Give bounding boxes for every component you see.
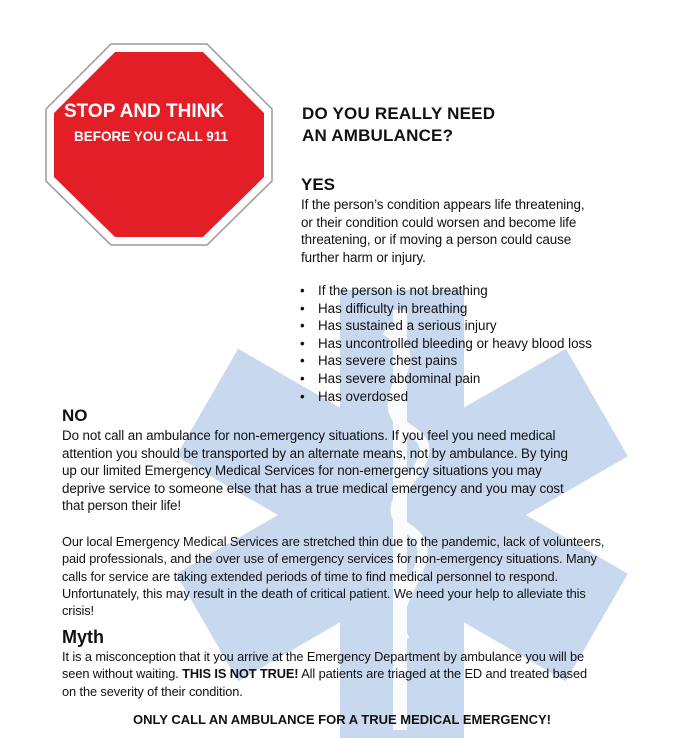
text-line: deprive service to someone else that has a true medical emergency and you may cost	[62, 480, 564, 496]
footer-callout: ONLY CALL AN AMBULANCE FOR A TRUE MEDICAL EMERGENCY!	[133, 712, 551, 727]
yes-heading: YES	[301, 175, 336, 194]
text-line: threatening, or if moving a person could cause	[301, 232, 572, 248]
yes-paragraph	[301, 196, 585, 266]
text-line: calls for service are taking extended periods of time to find medical personnel to respond.	[62, 568, 558, 584]
text-line: If the person’s condition appears life threatening,	[301, 197, 585, 212]
page-title	[302, 103, 495, 147]
text-line: Unfortunately, this may result in the death of critical patient. We need your help to alleviate this	[62, 585, 586, 601]
no-heading: NO	[62, 406, 88, 425]
text-line: up our limited Emergency Medical Services for non-emergency situations you may	[62, 463, 542, 479]
list-item: • Has uncontrolled bleeding or heavy blood loss	[300, 335, 592, 353]
list-item: • If the person is not breathing	[300, 282, 592, 300]
stop-sign-subtitle: BEFORE YOU CALL 911	[74, 129, 229, 144]
myth-paragraph	[62, 648, 587, 700]
yes-bullet-list	[300, 282, 592, 405]
myth-heading: Myth	[62, 627, 104, 647]
text-line: or their condition could worsen and become life	[301, 214, 577, 230]
text-line: paid professionals, and the over use of emergency services for non-emergency situations. Many	[62, 551, 597, 567]
ems-paragraph	[62, 533, 604, 619]
text-line: on the severity of their condition.	[62, 683, 243, 699]
text-line: further harm or injury.	[301, 249, 426, 265]
text-fragment: All patients are triaged at the ED and treated based	[298, 666, 587, 682]
title-line: AN AMBULANCE?	[302, 126, 454, 145]
emphasis-text: THIS IS NOT TRUE!	[182, 666, 299, 682]
text-line: Our local Emergency Medical Services are stretched thin due to the pandemic, lack of volunteers,	[62, 534, 605, 549]
list-item: • Has difficulty in breathing	[300, 300, 592, 318]
text-line: It is a misconception that it you arrive at the Emergency Department by ambulance you will be	[62, 649, 585, 664]
stop-sign-icon	[46, 44, 272, 245]
text-line: that person their life!	[62, 498, 182, 514]
text-line: attention you should be transported by an alternate means, not by ambulance. By tying	[62, 445, 568, 461]
list-item: • Has sustained a serious injury	[300, 317, 592, 335]
stop-sign-title: STOP AND THINK	[64, 101, 225, 122]
text-fragment: seen without waiting.	[62, 666, 183, 682]
text-line	[62, 665, 587, 682]
text-line: crisis!	[62, 603, 94, 619]
text-line: Do not call an ambulance for non-emergency situations. If you feel you need medical	[62, 428, 556, 443]
title-line: DO YOU REALLY NEED	[302, 104, 496, 123]
list-item: • Has severe abdominal pain	[300, 370, 592, 388]
no-paragraph	[62, 427, 568, 515]
list-item: • Has overdosed	[300, 388, 592, 406]
list-item: • Has severe chest pains	[300, 352, 592, 370]
